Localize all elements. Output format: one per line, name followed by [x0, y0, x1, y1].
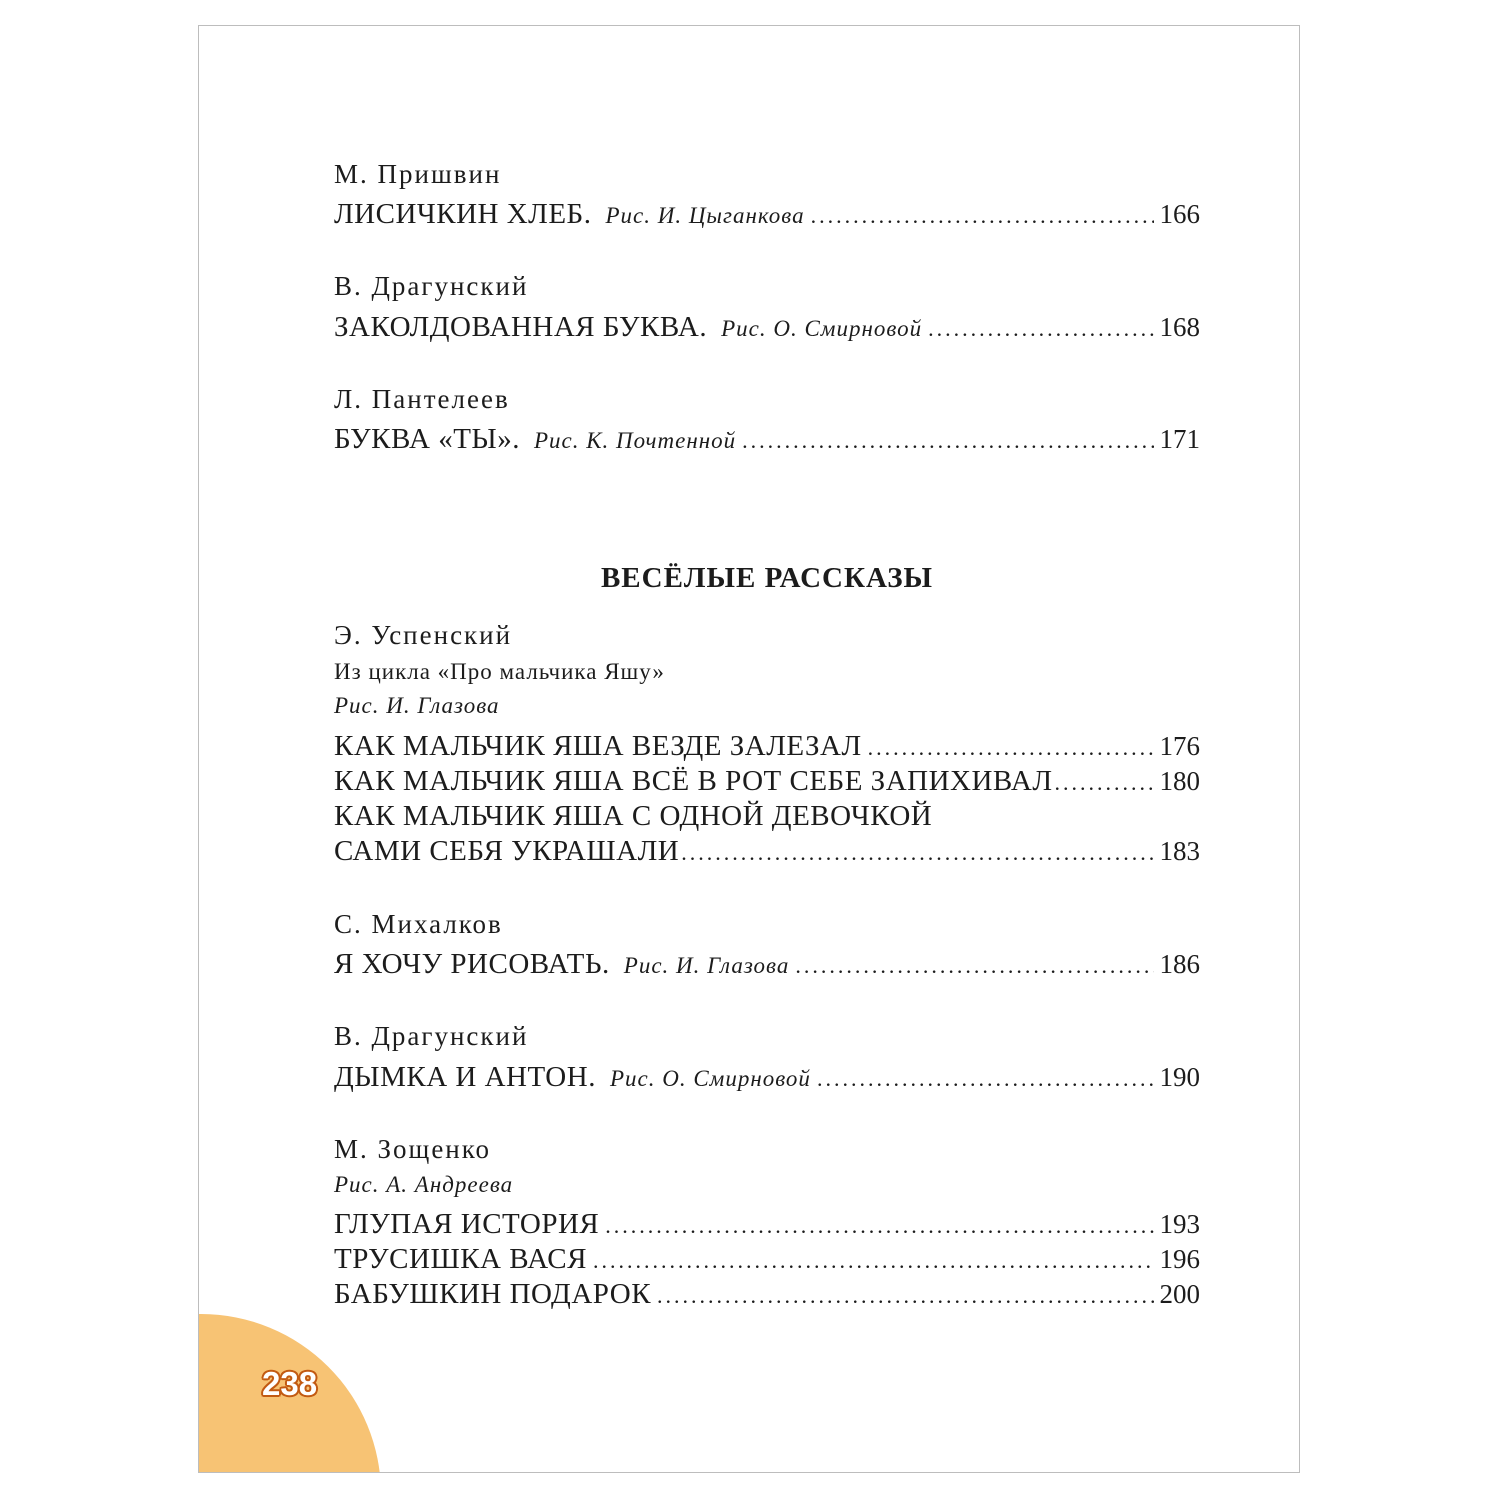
illustrator: Рис. И. Глазова: [334, 693, 500, 718]
dot-leader: [742, 421, 1153, 461]
page-ref: 193: [1159, 1209, 1200, 1239]
illustrator: Рис. К. Почтенной: [533, 428, 737, 453]
story-title: КАК МАЛЬЧИК ЯША ВЕЗДЕ ЗАЛЕЗАЛ: [334, 730, 862, 762]
section-heading: ВЕСЁЛЫЕ РАССКАЗЫ: [600, 562, 934, 594]
story-title: БУКВА «ТЫ».: [334, 423, 520, 455]
toc-entry[interactable]: [334, 307, 1200, 347]
toc-entry[interactable]: [334, 1204, 1200, 1244]
page-ref: 180: [1159, 766, 1200, 796]
toc-entry[interactable]: [334, 944, 1200, 984]
page-ref: 196: [1159, 1244, 1200, 1274]
story-title: КАК МАЛЬЧИК ЯША ВСЁ В РОТ СЕБЕ ЗАПИХИВАЛ: [334, 765, 1053, 797]
toc-entry[interactable]: [334, 1057, 1200, 1097]
story-title: БАБУШКИН ПОДАРОК: [334, 1278, 652, 1310]
toc-entry[interactable]: [334, 796, 1200, 836]
illustrator: Рис. О. Смирновой: [721, 316, 923, 341]
page-ref: 190: [1159, 1062, 1200, 1092]
author-name: Э. Успенский: [334, 620, 513, 650]
illustrator: Рис. И. Глазова: [623, 953, 790, 978]
story-title: ТРУСИШКА ВАСЯ: [334, 1243, 587, 1275]
illustrator: Рис. А. Андреева: [334, 1172, 514, 1197]
page-ref: 176: [1159, 731, 1200, 761]
story-title: ДЫМКА И АНТОН.: [334, 1061, 596, 1093]
illustrator: Рис. И. Цыганкова: [605, 203, 805, 228]
page-ref: 186: [1159, 949, 1200, 979]
story-title: ГЛУПАЯ ИСТОРИЯ: [334, 1208, 600, 1240]
dot-leader: [817, 1059, 1154, 1099]
author-name: В. Драгунский: [334, 1021, 529, 1051]
toc-entry[interactable]: [334, 761, 1200, 801]
cycle-name: Из цикла «Про мальчика Яшу»: [334, 659, 665, 684]
toc-entry-continuation[interactable]: [334, 831, 1200, 871]
author-name: М. Зощенко: [334, 1134, 492, 1164]
toc-entry[interactable]: [334, 726, 1200, 766]
toc-entry[interactable]: [334, 1274, 1200, 1314]
dot-leader: [657, 1276, 1153, 1316]
story-title: САМИ СЕБЯ УКРАШАЛИ: [334, 835, 680, 867]
story-title: ЛИСИЧКИН ХЛЕБ.: [334, 198, 592, 230]
dot-leader: [681, 833, 1157, 873]
page-ref: 171: [1159, 424, 1200, 454]
toc-entry[interactable]: [334, 1239, 1200, 1279]
page-number: 238: [262, 1365, 318, 1402]
illustrator: Рис. О. Смирновой: [609, 1066, 811, 1091]
author-name: Л. Пантелеев: [334, 384, 510, 414]
page-ref: 166: [1159, 199, 1200, 229]
story-title: ЗАКОЛДОВАННАЯ БУКВА.: [334, 311, 708, 343]
page-ref: 183: [1159, 836, 1200, 866]
story-title: КАК МАЛЬЧИК ЯША С ОДНОЙ ДЕВОЧКОЙ: [334, 800, 933, 832]
page-ref: 168: [1159, 312, 1200, 342]
author-name: В. Драгунский: [334, 271, 529, 301]
page-ref: 200: [1159, 1279, 1200, 1309]
toc-entry[interactable]: [334, 419, 1200, 459]
dot-leader: [795, 946, 1153, 986]
author-name: М. Пришвин: [334, 159, 502, 189]
toc-entry[interactable]: [334, 194, 1200, 234]
dot-leader: [811, 196, 1154, 236]
story-title: Я ХОЧУ РИСОВАТЬ.: [334, 948, 610, 980]
dot-leader: [928, 309, 1153, 349]
author-name: С. Михалков: [334, 909, 503, 939]
